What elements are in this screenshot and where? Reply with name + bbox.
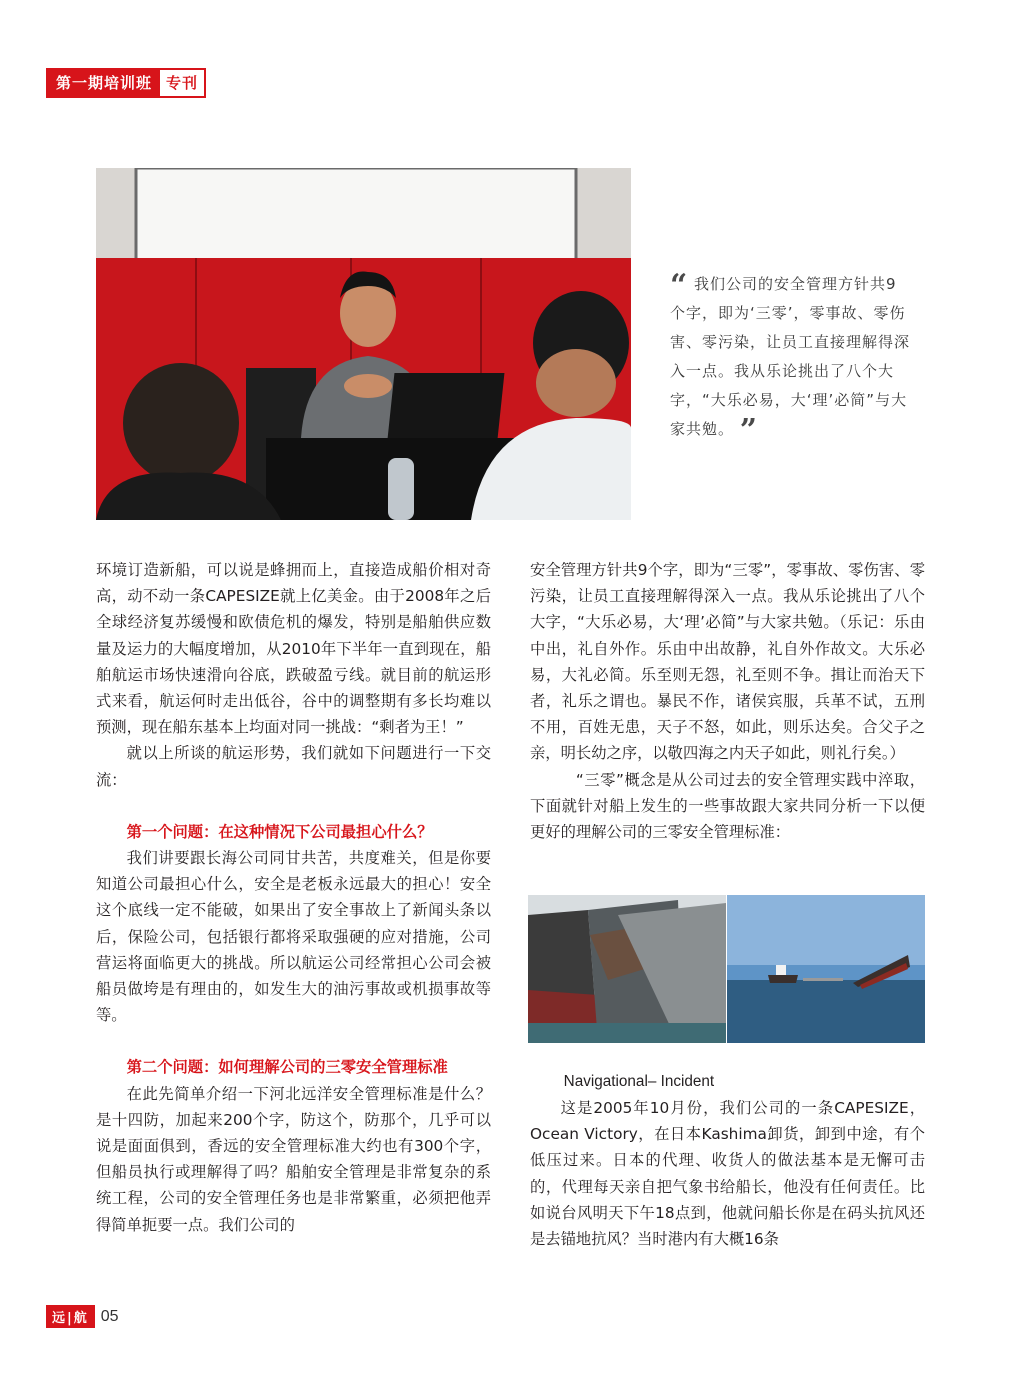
question-heading-1: 第一个问题：在这种情况下公司最担心什么？ (126, 822, 433, 841)
paragraph: 就以上所谈的航运形势，我们就如下问题进行一下交流： (96, 744, 491, 789)
right-column (530, 557, 925, 845)
right-column-lower (530, 1069, 925, 1252)
page-number: 05 (100, 1307, 119, 1325)
paragraph: 在此先简单介绍一下河北远洋安全管理标准是什么？是十四防，加起来200个字，防这个，防那个，几乎可以说是面面俱到，香远的安全管理标准大约也有300个字，但船员执行或理解得了吗？船舶安全管理是非常复杂的系统工程，公司的安全管理任务也是非常繁重，必须把他弄得简单扼要一点。我们公司的 (96, 1084, 491, 1234)
section-header-tag (46, 68, 206, 98)
special-edition-label: 专刊 (160, 70, 204, 96)
page-footer (46, 1305, 119, 1328)
left-column (96, 557, 491, 1238)
paragraph: 环境订造新船，可以说是蜂拥而上，直接造成船价相对奇高，动不动一条CAPESIZE就上亿美金。由于2008年之后全球经济复苏缓慢和欧债危机的爆发，特别是船舶供应数量及运力的大幅度增加，从2010年下半年一直到现在，船舶航运市场快速滑向谷底，跌破盈亏线。就目前的航运形式来看，航运何时走出低谷，谷中的调整期有多长均难以预测，现在船东基本上均面对同一挑战：“剩者为王！” (96, 561, 491, 737)
issue-label: 第一期培训班 (48, 70, 160, 96)
pull-quote (670, 268, 911, 448)
pull-quote-text: 我们公司的安全管理方针共9个字，即为‘三零’，零事故、零伤害、零污染，让员工直接理解得深入一点。我从乐论挑出了八个大字，“大乐必易，大‘理’必简”与大家共勉。 (670, 275, 911, 438)
paragraph: “三零”概念是从公司过去的安全管理实践中淬取，下面就针对船上发生的一些事故跟大家共同分析一下以便更好的理解公司的三零安全管理标准： (530, 770, 925, 842)
image-caption: Navigational– Incident (563, 1073, 715, 1090)
ship-wreck-photo (528, 895, 925, 1043)
open-quote-icon: “ (670, 268, 689, 303)
close-quote-icon: ” (739, 413, 759, 448)
magazine-name: 远|航 (46, 1305, 95, 1328)
paragraph: 安全管理方针共9个字，即为“三零”，零事故、零伤害、零污染，让员工直接理解得深入一点。我从乐论挑出了八个大字，“大乐必易，大‘理’必简”与大家共勉。（乐记：乐由中出，礼自外作。乐由中出故静，礼自外作故文。大乐必易，大礼必简。乐至则无怨，礼至则不争。揖让而治天下者，礼乐之谓也。暴民不作，诸侯宾服，兵革不试，五刑不用，百姓无患，天子不怒，如此，则乐达矣。合父子之亲，明长幼之序，以敬四海之内天子如此，则礼行矣。） (530, 561, 925, 763)
paragraph: 我们讲要跟长海公司同甘共苦，共度难关，但是你要知道公司最担心什么，安全是老板永远最大的担心！安全这个底线一定不能破，如果出了安全事故上了新闻头条以后，保险公司，包括银行都将采取强硬的应对措施，公司营运将面临更大的挑战。所以航运公司经常担心公司会被船员做垮是有理由的，如发生大的油污事故或机损事故等等。 (96, 849, 491, 1025)
training-session-photo (96, 168, 631, 520)
paragraph: 这是2005年10月份，我们公司的一条CAPESIZE，Ocean Victory，在日本Kashima卸货，卸到中途，有个低压过来。日本的代理、收货人的做法基本是无懈可击的，代理每天亲自把气象书给船长，他没有任何责任。比如说台风明天下午18点到，他就问船长你是在码头抗风还是去锚地抗风？当时港内有大概16条 (530, 1099, 925, 1249)
question-heading-2: 第二个问题：如何理解公司的三零安全管理标准 (126, 1058, 448, 1077)
